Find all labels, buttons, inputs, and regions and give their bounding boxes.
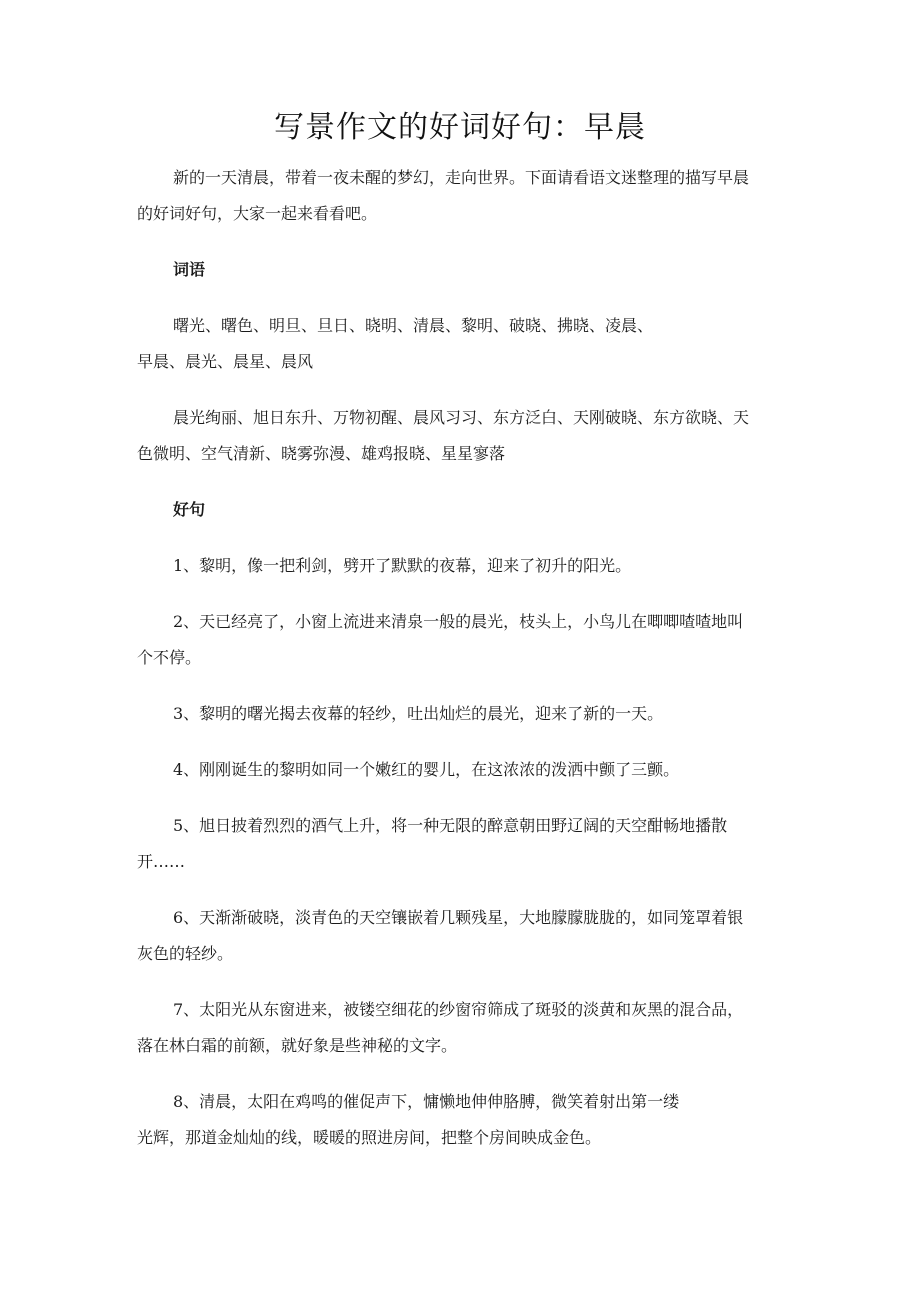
sentence-item [137,548,783,584]
sentence-line: 落在林白霜的前额，就好象是些神秘的文字。 [137,1036,458,1055]
sentence-item [137,604,783,676]
sentence-item [137,900,783,972]
sentence-line: 4、刚刚诞生的黎明如同一个嫩红的婴儿，在这浓浓的泼洒中颤了三颤。 [173,760,680,779]
words-line: 早晨、晨光、晨星、晨风 [137,352,314,371]
sentence-line: 2、天已经亮了，小窗上流进来清泉一般的晨光，枝头上，小鸟儿在唧唧喳喳地叫 [173,612,744,631]
intro-line: 的好词好句，大家一起来看看吧。 [137,204,378,223]
sentence-line: 灰色的轻纱。 [137,944,234,963]
document-page [137,0,783,1156]
sentence-item [137,992,783,1064]
words-group-1 [137,308,783,380]
document-title: 写景作文的好词好句：早晨 [274,110,646,145]
words-line: 晨光绚丽、旭日东升、万物初醒、晨风习习、东方泛白、天刚破晓、东方欲晓、天 [173,408,750,427]
sentences-heading: 好句 [173,500,206,519]
sentence-item [137,808,783,880]
intro-paragraph [137,160,783,232]
intro-line: 新的一天清晨，带着一夜未醒的梦幻，走向世界。下面请看语文迷整理的描写早晨 [173,168,750,187]
sentence-line: 光辉，那道金灿灿的线，暖暖的照进房间，把整个房间映成金色。 [137,1128,602,1147]
sentence-line: 6、天渐渐破晓，淡青色的天空镶嵌着几颗残星，大地朦朦胧胧的，如同笼罩着银 [173,908,744,927]
sentence-line: 7、太阳光从东窗进来，被镂空细花的纱窗帘筛成了斑驳的淡黄和灰黑的混合品， [173,1000,744,1019]
words-line: 色微明、空气清新、晓雾弥漫、雄鸡报晓、星星寥落 [137,444,506,463]
words-heading: 词语 [173,260,206,279]
words-line: 曙光、曙色、明旦、旦日、晓明、清晨、黎明、破晓、拂晓、凌晨、 [173,316,654,335]
sentence-item [137,1084,783,1156]
sentence-line: 个不停。 [137,648,202,667]
sentence-line: 3、黎明的曙光揭去夜幕的轻纱，吐出灿烂的晨光，迎来了新的一天。 [173,704,664,723]
sentence-line: 5、旭日披着烈烈的酒气上升，将一种无限的醉意朝田野辽阔的天空酣畅地播散 [173,816,728,835]
sentence-item [137,752,783,788]
sentence-line: 1、黎明，像一把利剑，劈开了默默的夜幕，迎来了初升的阳光。 [173,556,632,575]
sentence-line: 8、清晨，太阳在鸡鸣的催促声下，慵懒地伸伸胳膊，微笑着射出第一缕 [173,1092,680,1111]
sentence-line: 开…… [137,852,186,871]
sentence-item [137,696,783,732]
words-group-2 [137,400,783,472]
